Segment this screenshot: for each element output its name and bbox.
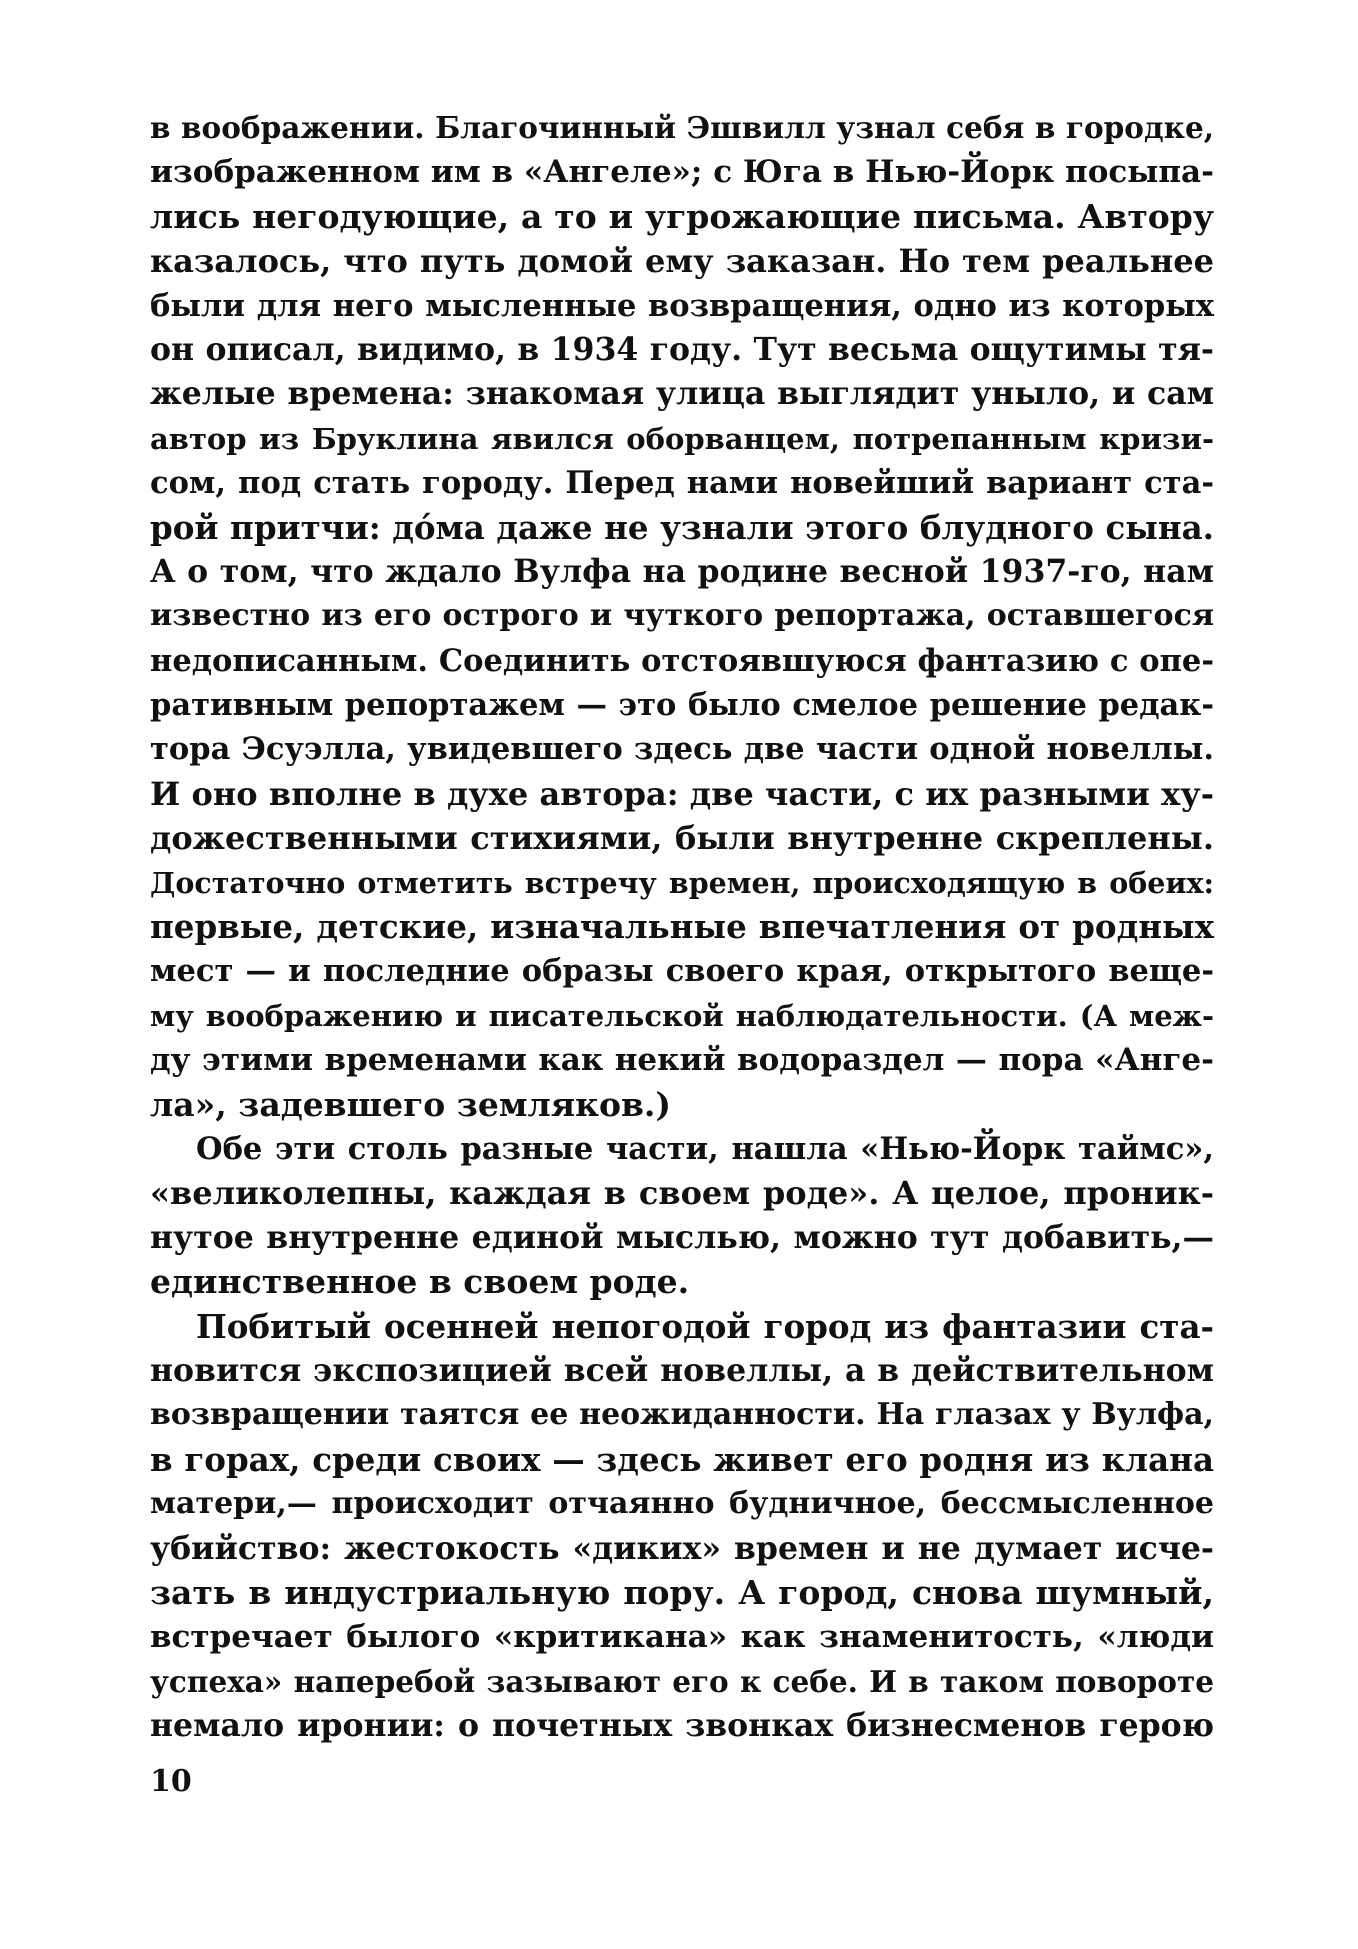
text-line: первые, детские, изначальные впечатления от родных [150,907,1214,947]
text-line: желые времена: знакомая улица выглядит уныло, и сам [150,375,1214,413]
text-line: казалось, что путь домой ему заказан. Но тем реальнее [150,242,1214,281]
text-line: И оно вполне в духе автора: две части, с их разными ху- [150,774,1214,813]
text-line: зать в индустриальную пору. А город, снова шумный, [150,1572,1214,1612]
text-line: немало иронии: о почетных звонках бизнесменов герою [150,1707,1214,1745]
text-line: в воображении. Благочинный Эшвилл узнал себя в городке, [150,110,1214,145]
text-line: сом, под стать городу. Перед нами новейший вариант ста- [150,465,1214,502]
text-line: рой притчи: дóма даже не узнали этого блудного сына. [150,507,1214,547]
text-line: убийство: жестокость «диких» времен и не думает исче- [150,1529,1214,1567]
text-line: Обе эти столь разные части, нашла «Нью-Йорк таймс», [196,1130,1214,1167]
text-line: известно из его острого и чуткого репортажа, оставшегося [150,598,1214,634]
text-line: недописанным. Соединить отстоявшуюся фантазию с опе- [150,642,1214,679]
text-line: «великолепны, каждая в своем роде». А целое, проник- [150,1174,1214,1213]
text-line: он описал, видимо, в 1934 году. Тут весьма ощутимы тя- [150,330,1214,368]
text-line: ла», задевшего земляков.) [150,1084,672,1124]
text-line: изображенном им в «Ангеле»; с Юга в Нью-Йорк посыпа- [150,154,1214,191]
text-line: успеха» наперебой зазывают его к себе. И в таком повороте [150,1663,1214,1699]
text-line: единственное в своем роде. [150,1262,690,1302]
text-line: дожественными стихиями, были внутренне скреплены. [150,819,1214,858]
text-line: автор из Бруклина явился оборванцем, потрепанным кризи- [150,421,1214,456]
text-line: тора Эсуэлла, увидевшего здесь две части одной новеллы. [150,731,1214,768]
text-line: Достаточно отметить встречу времен, происходящую в обеих: [150,865,1214,900]
text-line: возвращении таятся ее неожиданности. На глазах у Вулфа, [150,1397,1214,1433]
page-number: 10 [150,1764,192,1799]
text-line: Побитый осенней непогодой город из фантазии ста- [196,1306,1214,1346]
text-line: лись негодующие, а то и угрожающие письма. Автору [150,196,1214,236]
text-line: матери,— происходит отчаянно будничное, бессмысленное [150,1486,1214,1522]
text-line: му воображению и писательской наблюдательности. (А меж- [150,998,1214,1033]
text-line: ду этими временами как некий водораздел — пора «Анге- [150,1042,1214,1079]
text-line: нутое внутренне единой мыслью, можно тут добавить,— [150,1218,1214,1256]
text-line: А о том, что ждало Вулфа на родине весной 1937-го, нам [150,552,1214,590]
text-line: в горах, среди своих — здесь живет его родня из клана [150,1439,1214,1479]
text-line: встречает былого «критикана» как знаменитость, «люди [150,1619,1214,1656]
text-line: мест — и последние образы своего края, открытого веще- [150,953,1214,990]
text-line: были для него мысленные возвращения, одно из которых [150,287,1214,324]
body-text [150,106,1214,1748]
text-line: ративным репортажем — это было смелое решение редак- [150,687,1214,724]
text-line: новится экспозицией всей новеллы, а в действительном [150,1351,1214,1389]
